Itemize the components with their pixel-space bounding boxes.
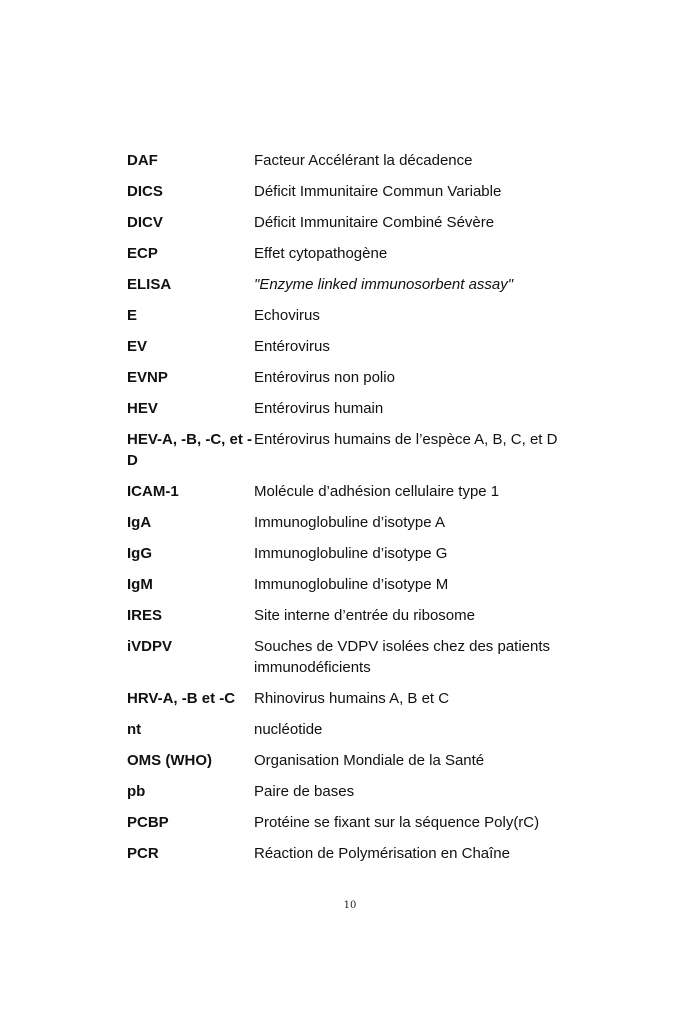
abbreviation-term: nt — [127, 721, 142, 738]
abbreviation-definition: Réaction de Polymérisation en Chaîne — [254, 845, 510, 862]
abbreviation-definition: Rhinovirus humains A, B et C — [254, 690, 450, 707]
abbreviation-term: HEV — [127, 400, 158, 417]
abbreviation-definition: Protéine se fixant sur la séquence Poly(rC) — [254, 814, 540, 831]
abbreviation-term: IgA — [127, 514, 152, 531]
abbreviation-row — [127, 781, 607, 802]
abbreviation-term: pb — [127, 783, 146, 800]
abbreviation-row — [127, 719, 607, 740]
abbreviation-definition: Paire de bases — [254, 783, 355, 800]
abbreviation-term: PCR — [127, 845, 159, 862]
abbreviation-definition: Entérovirus non polio — [254, 369, 395, 386]
abbreviation-term: IRES — [127, 607, 163, 624]
abbreviation-row — [127, 305, 607, 326]
abbreviation-definition: Effet cytopathogène — [254, 245, 388, 262]
abbreviation-term: E — [127, 307, 138, 324]
abbreviation-definition: Entérovirus humain — [254, 400, 384, 417]
abbreviation-row — [127, 212, 607, 233]
abbreviation-term: ECP — [127, 245, 158, 262]
abbreviation-row — [127, 512, 607, 533]
abbreviation-term: EVNP — [127, 369, 168, 386]
abbreviation-row — [127, 274, 607, 295]
abbreviation-row — [127, 336, 607, 357]
abbreviation-term: DICS — [127, 183, 163, 200]
abbreviation-term: HEV-A, -B, -C, et -D — [127, 431, 253, 469]
abbreviation-definition: Echovirus — [254, 307, 320, 324]
abbreviation-definition: Immunoglobuline d’isotype A — [254, 514, 445, 531]
abbreviation-definition: Immunoglobuline d’isotype G — [254, 545, 448, 562]
abbreviation-definition: Déficit Immunitaire Commun Variable — [254, 183, 502, 200]
abbreviation-definition: Site interne d’entrée du ribosome — [254, 607, 475, 624]
abbreviation-row — [127, 481, 607, 502]
abbreviation-row — [127, 398, 607, 419]
abbreviation-row — [127, 574, 607, 595]
abbreviation-definition: Entérovirus humains de l’espèce A, B, C, et D — [254, 431, 558, 448]
abbreviation-term: EV — [127, 338, 148, 355]
abbreviation-row — [127, 605, 607, 626]
abbreviation-row — [127, 543, 607, 564]
abbreviation-term: OMS (WHO) — [127, 752, 212, 769]
abbreviation-definition: Entérovirus — [254, 338, 330, 355]
page-number: 10 — [343, 900, 357, 911]
abbreviation-definition: Déficit Immunitaire Combiné Sévère — [254, 214, 495, 231]
abbreviation-term: IgG — [127, 545, 152, 562]
abbreviation-row — [127, 688, 607, 709]
abbreviation-definition: Molécule d’adhésion cellulaire type 1 — [254, 483, 500, 500]
abbreviation-definition: Organisation Mondiale de la Santé — [254, 752, 485, 769]
abbreviation-definition: Souches de VDPV isolées chez des patients immunodéficients — [254, 638, 551, 676]
abbreviation-term: DAF — [127, 152, 158, 169]
abbreviation-term: PCBP — [127, 814, 169, 831]
abbreviation-row — [127, 843, 607, 864]
abbreviation-definition: "Enzyme linked immunosorbent assay" — [254, 276, 514, 293]
abbreviation-row — [127, 812, 607, 833]
abbreviation-definition: nucléotide — [254, 721, 323, 738]
abbreviation-term: ICAM-1 — [127, 483, 179, 500]
abbreviation-term: IgM — [127, 576, 153, 593]
abbreviation-row — [127, 181, 607, 202]
abbreviation-row — [127, 636, 607, 678]
abbreviation-definition: Facteur Accélérant la décadence — [254, 152, 473, 169]
abbreviation-term: HRV-A, -B et -C — [127, 690, 236, 707]
abbreviation-term: DICV — [127, 214, 163, 231]
abbreviation-term: iVDPV — [127, 638, 173, 655]
abbreviation-definition: Immunoglobuline d’isotype M — [254, 576, 449, 593]
abbreviation-list — [127, 150, 607, 864]
abbreviation-term: ELISA — [127, 276, 172, 293]
abbreviation-row — [127, 367, 607, 388]
abbreviation-row — [127, 243, 607, 264]
abbreviation-row — [127, 150, 607, 171]
abbreviation-row — [127, 429, 607, 471]
abbreviation-row — [127, 750, 607, 771]
